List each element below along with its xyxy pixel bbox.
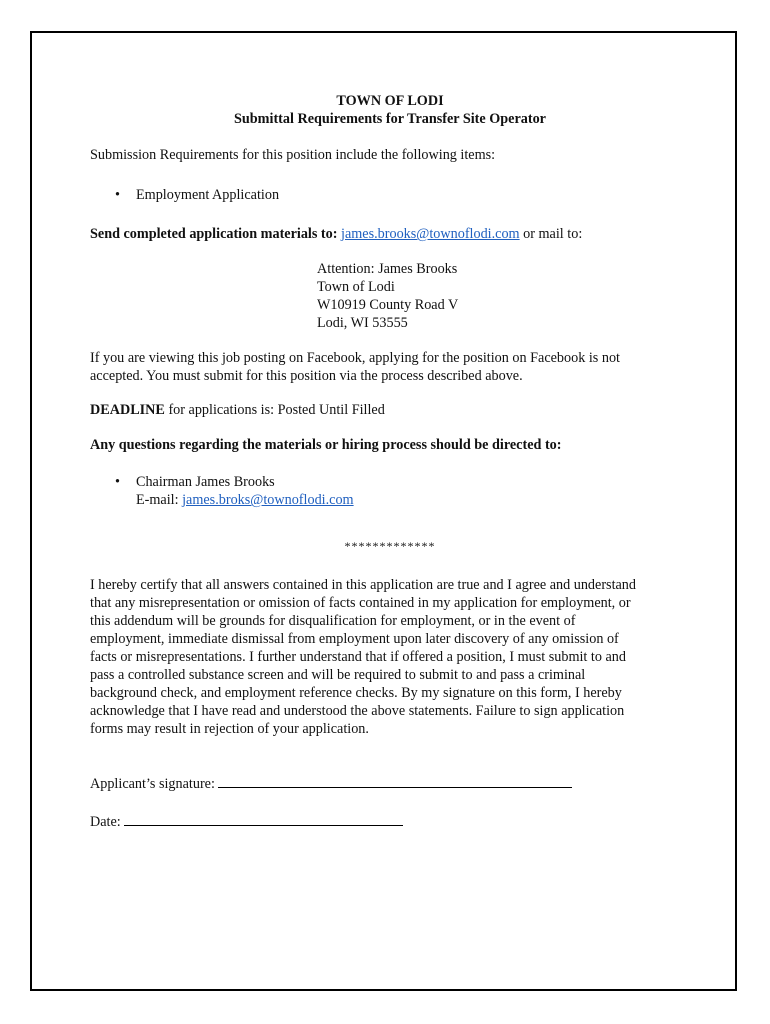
notice-line: accepted. You must submit for this position via the process described above. [90,368,523,384]
address-line: Attention: James Brooks [317,261,458,277]
date-field[interactable] [124,811,403,826]
certification-line: that any misrepresentation or omission of facts contained in my application for employment, or [90,595,631,611]
certification-line: I hereby certify that all answers contained in this application are true and I agree and understand [90,577,636,593]
separator: ************* [344,539,436,553]
certification-line: employment, immediate dismissal from employment upon later discovery of any omission of [90,631,619,647]
contact-email-label: E-mail: [136,492,179,508]
certification-line: pass a controlled substance screen and will be required to submit to and pass a criminal [90,667,586,683]
certification-line: acknowledge that I have read and understood the above statements. Failure to sign application [90,703,625,719]
deadline-label: DEADLINE [90,402,165,418]
send-label: Send completed application materials to: [90,226,338,242]
contact-name: Chairman James Brooks [136,474,275,490]
document-title [90,92,690,128]
title-town: TOWN OF LODI [336,93,444,109]
date-row [90,811,690,831]
title-subtitle: Submittal Requirements for Transfer Site Operator [234,111,546,127]
mailing-address [317,260,690,332]
send-instructions [90,225,690,243]
certification-line: facts or misrepresentations. I further understand that if offered a position, I must submit to and [90,649,626,665]
bullet-icon: • [115,187,120,203]
intro-text: Submission Requirements for this position include the following items: [90,147,496,163]
address-line: Lodi, WI 53555 [317,315,408,331]
certification-line: forms may result in rejection of your application. [90,721,369,737]
questions-heading: Any questions regarding the materials or hiring process should be directed to: [90,437,562,453]
requirement-item [90,186,690,204]
deadline-text [90,401,690,419]
contact-email-line [136,491,690,509]
send-suffix: or mail to: [523,226,583,242]
signature-field[interactable] [218,773,572,788]
certification-line: this addendum will be grounds for disqualification for employment, or in the event of [90,613,576,629]
signature-label: Applicant’s signature: [90,776,215,792]
address-line: Town of Lodi [317,279,395,295]
date-label: Date: [90,814,121,830]
signature-row [90,773,690,793]
certification-text [90,576,690,738]
certification-line: background check, and employment reference checks. By my signature on this form, I hereby [90,685,622,701]
notice-line: If you are viewing this job posting on Facebook, applying for the position on Facebook is not [90,350,620,366]
requirement-label: Employment Application [136,187,280,203]
facebook-notice [90,349,690,385]
document-body [90,92,690,831]
bullet-icon: • [115,474,120,490]
contact-item [90,473,690,509]
deadline-value: for applications is: Posted Until Filled [168,402,385,418]
address-line: W10919 County Road V [317,297,459,313]
send-email-link[interactable]: james.brooks@townoflodi.com [341,226,520,242]
contact-email-link[interactable]: james.broks@townoflodi.com [182,492,354,508]
